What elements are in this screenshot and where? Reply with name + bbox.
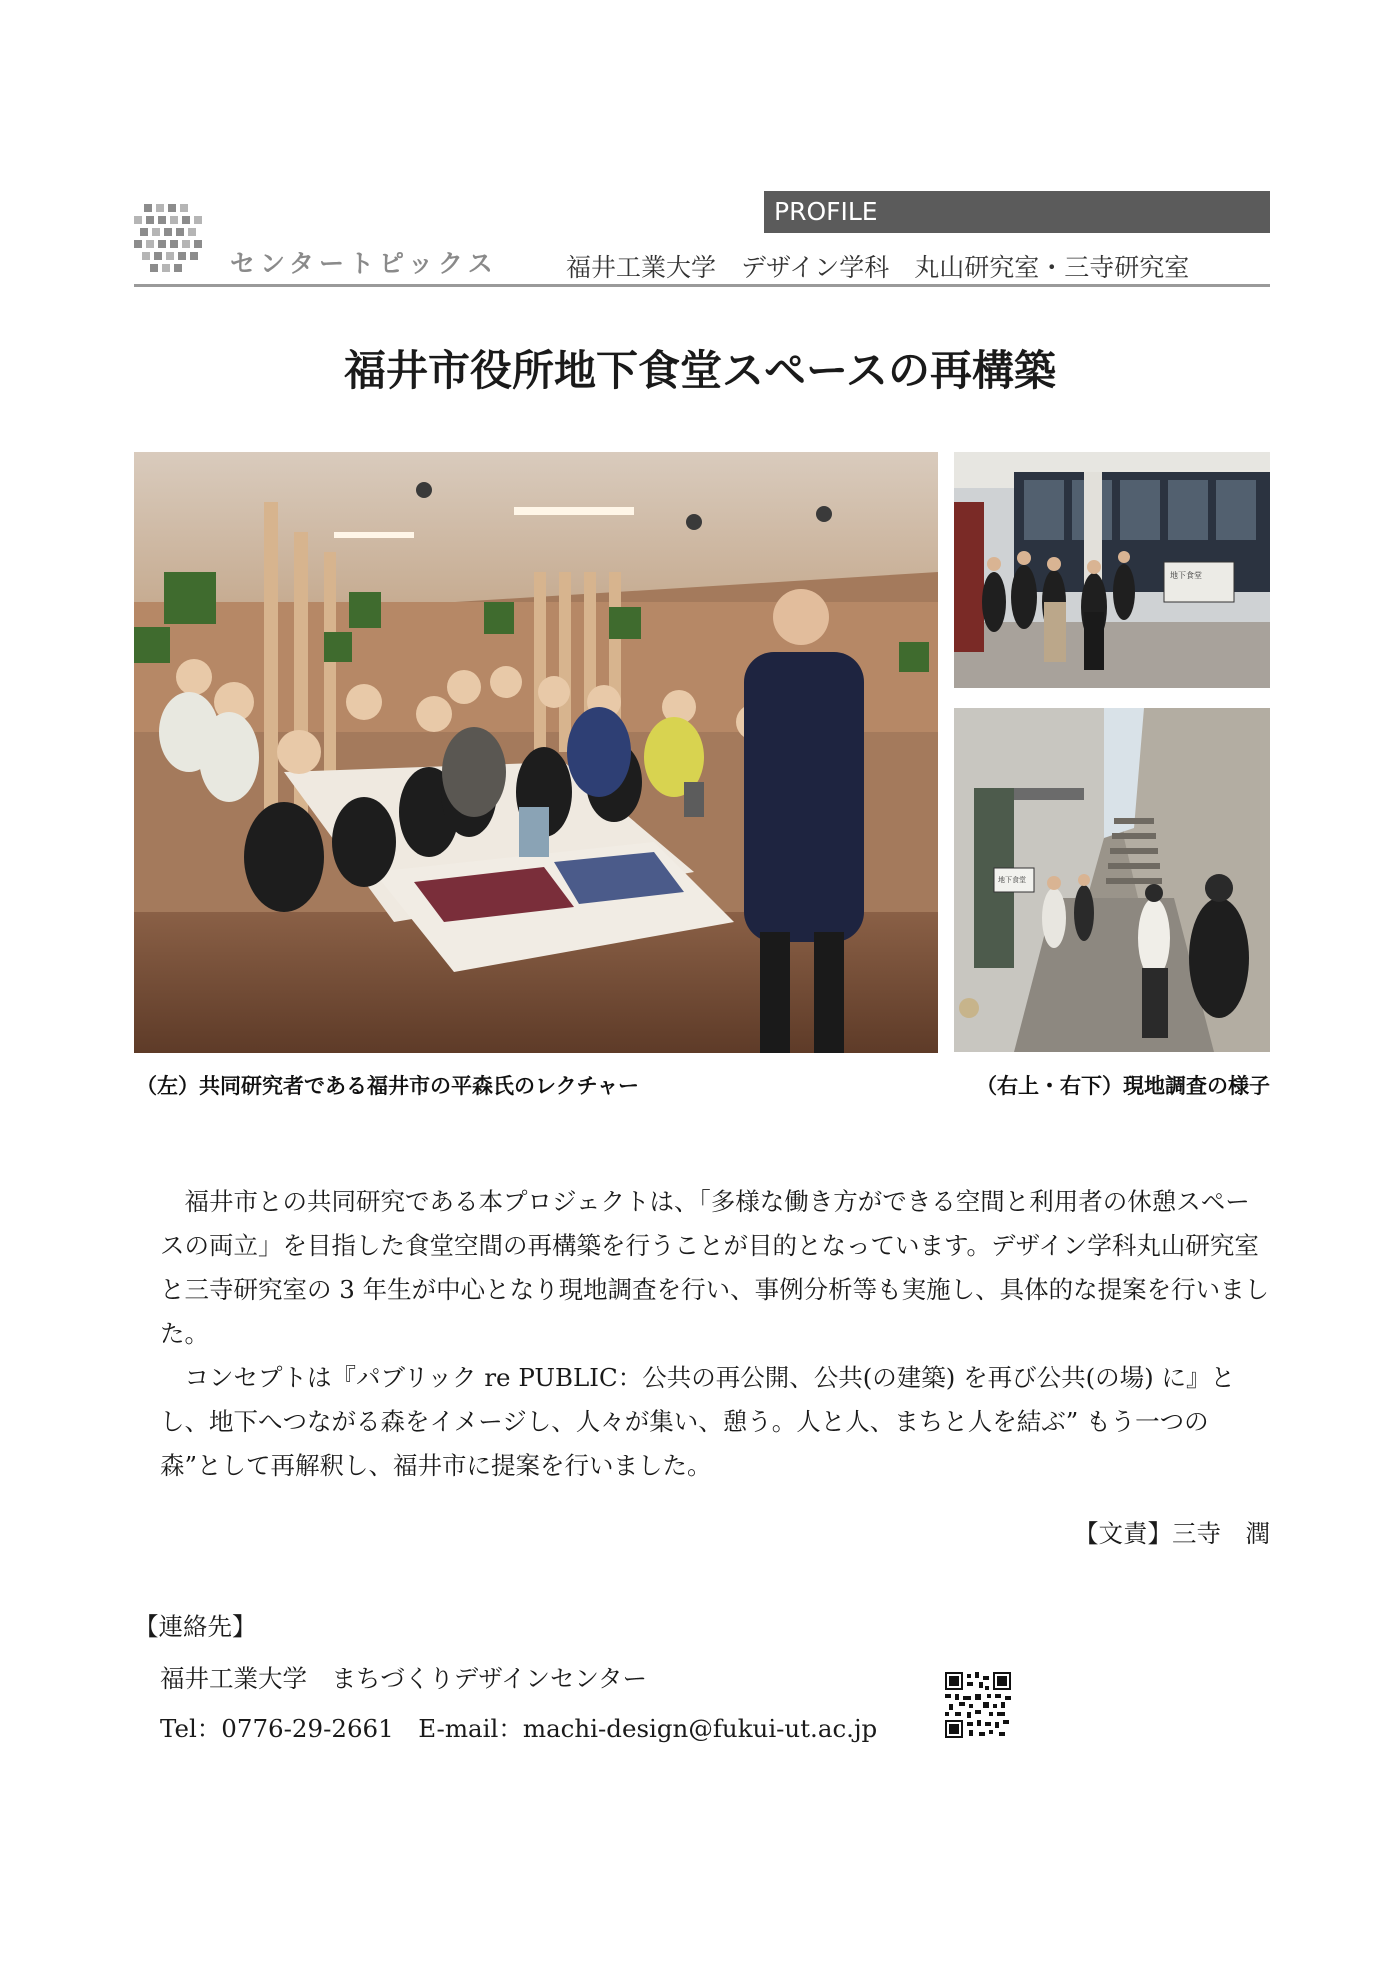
body-paragraph-1: 福井市との共同研究である本プロジェクトは、「多様な働き方ができる空間と利用者の休憩スペースの両立」を目指した食堂空間の再構築を行うことが目的となっています。デザイン学科丸山研究室と三寺研究室の 3 年生が中心となり現地調査を行い、事例分析等も実施し、具体的な提案を行いました。 — [160, 1187, 1270, 1348]
site-survey-exterior-photo — [954, 452, 1270, 688]
logo-text: センタートピックス — [230, 249, 498, 278]
affiliation: 福井工業大学 デザイン学科 丸山研究室・三寺研究室 — [566, 253, 1190, 282]
author-credit: 【文責】三寺 潤 — [1074, 1519, 1270, 1548]
alley-sign-text: 地下食堂 — [998, 876, 1026, 884]
site-survey-alley-photo — [954, 708, 1270, 1052]
center-logo-icon — [134, 204, 206, 276]
contact-organization: 福井工業大学 まちづくりデザインセンター — [160, 1664, 648, 1693]
lecture-photo — [134, 452, 938, 1053]
contact-heading: 【連絡先】 — [134, 1612, 257, 1641]
sign-text: 地下食堂 — [1170, 571, 1202, 580]
page-title: 福井市役所地下食堂スペースの再構築 — [344, 346, 1056, 395]
body-paragraph-2: コンセプトは『パブリック re PUBLIC：公共の再公開、公共(の建築) を再び公共(の場) に』とし、地下へつながる森をイメージし、人々が集い、憩う。人と人、まちと人を結ぶ” もう一つの森”として再解釈し、福井市に提案を行いました。 — [160, 1363, 1236, 1480]
contact-tel-email: Tel：0776-29-2661 E-mail：machi-design@fukui-ut.ac.jp — [160, 1714, 878, 1743]
qr-code-icon[interactable] — [945, 1672, 1011, 1738]
caption-right: （右上・右下）現地調査の様子 — [976, 1074, 1270, 1098]
header-divider — [134, 284, 1270, 287]
caption-left: （左）共同研究者である福井市の平森氏のレクチャー — [136, 1074, 639, 1098]
article-body — [160, 1180, 1270, 1488]
profile-label: PROFILE — [764, 191, 1270, 233]
